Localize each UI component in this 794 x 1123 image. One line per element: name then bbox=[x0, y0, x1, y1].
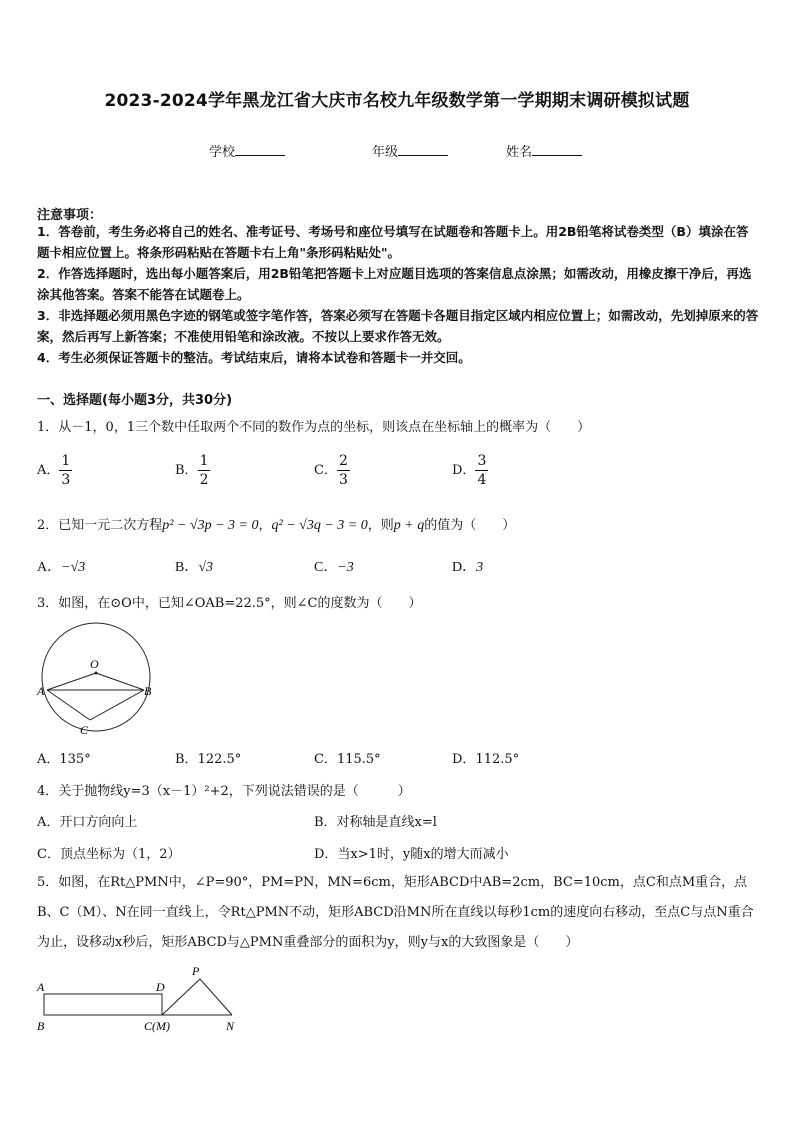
center-point bbox=[95, 672, 98, 675]
grade-label: 年级 bbox=[372, 145, 399, 160]
q2-option-d[interactable]: D．3 bbox=[452, 560, 484, 575]
fraction: $\frac{2}{3}$ bbox=[338, 453, 348, 488]
segment-ob bbox=[96, 673, 144, 690]
q2-option-c[interactable]: C．−3 bbox=[314, 560, 354, 575]
question-2-stem: 2．已知一元二次方程p² − √3p − 3 = 0，q² − √3q − 3 = 0，则p + q的值为（ ） bbox=[37, 518, 516, 533]
note-item-1: 1．答卷前，考生务必将自己的姓名、准考证号、考场号和座位号填写在试题卷和答题卡上。用2B铅笔将试卷类型（B）填涂在答题卡相应位置上。将条形码粘贴在答题卡右上角"条形码粘贴处"。 bbox=[37, 224, 749, 260]
name-blank[interactable] bbox=[532, 143, 582, 156]
q3-option-b[interactable]: B．122.5° bbox=[175, 752, 242, 767]
q4-option-c[interactable]: C．顶点坐标为（1，2） bbox=[37, 847, 181, 862]
label-o: O bbox=[90, 657, 99, 671]
expression: p + q bbox=[393, 518, 425, 533]
fraction: $\frac{1}{2}$ bbox=[199, 453, 209, 488]
label-b: B bbox=[37, 1019, 45, 1033]
q1-option-a[interactable]: A． $\frac{1}{3}$ bbox=[37, 453, 71, 488]
rectangle-abcd bbox=[44, 994, 162, 1015]
q2-option-b[interactable]: B．√3 bbox=[175, 560, 214, 575]
question-3-stem: 3．如图，在⊙O中，已知∠OAB=22.5°，则∠C的度数为（ ） bbox=[37, 596, 422, 611]
name-field bbox=[506, 141, 582, 160]
equation-2: q² − √3q − 3 = 0 bbox=[271, 518, 368, 533]
equation-1: p² − √3p − 3 = 0 bbox=[162, 518, 259, 533]
fraction: $\frac{3}{4}$ bbox=[477, 453, 487, 488]
q3-option-c[interactable]: C．115.5° bbox=[314, 752, 381, 767]
segment-oa bbox=[47, 673, 96, 690]
label-n: N bbox=[226, 1019, 235, 1033]
q4-option-a[interactable]: A．开口方向向上 bbox=[37, 815, 138, 830]
question-4-stem: 4．关于抛物线y=3（x－1）²+2，下列说法错误的是（ ） bbox=[37, 784, 411, 799]
label-d: D bbox=[156, 980, 165, 994]
circle-o bbox=[42, 623, 150, 731]
note-item-2: 2．作答选择题时，选出每小题答案后，用2B铅笔把答题卡上对应题目选项的答案信息点涂黑；如需改动，用橡皮擦干净后，再选涂其他答案。答案不能答在试题卷上。 bbox=[37, 266, 752, 302]
segment-ac bbox=[47, 690, 90, 720]
triangle-pmn bbox=[162, 979, 232, 1015]
fraction: $\frac{1}{3}$ bbox=[61, 453, 71, 488]
label-a: A bbox=[37, 980, 45, 994]
q2-option-a[interactable]: A．−√3 bbox=[37, 560, 86, 575]
q4-option-b[interactable]: B．对称轴是直线x=l bbox=[314, 815, 437, 830]
note-item-3: 3．非选择题必须用黑色字迹的钢笔或签字笔作答，答案必须写在答题卡各题目指定区域内相应位置上；如需改动，先划掉原来的答案，然后再写上新答案；不准使用铅笔和涂改液。不按以上要求作答无效。 bbox=[37, 308, 759, 344]
q1-option-b[interactable]: B． $\frac{1}{2}$ bbox=[175, 453, 209, 488]
school-field bbox=[209, 141, 285, 160]
school-blank[interactable] bbox=[235, 143, 285, 156]
label-cm: C(M) bbox=[144, 1019, 170, 1033]
label-c: C bbox=[80, 723, 89, 737]
circle-figure bbox=[34, 622, 158, 740]
q3-option-d[interactable]: D．112.5° bbox=[452, 752, 520, 767]
label-b: B bbox=[144, 684, 152, 698]
section-heading: 一、选择题(每小题3分，共30分) bbox=[37, 393, 233, 408]
segment-bc bbox=[90, 690, 144, 720]
rectangle-triangle-figure bbox=[34, 960, 254, 1036]
name-label: 姓名 bbox=[506, 145, 533, 160]
q1-option-c[interactable]: C． $\frac{2}{3}$ bbox=[314, 453, 348, 488]
q4-option-d[interactable]: D．当x>1时，y随x的增大而减小 bbox=[314, 847, 509, 862]
q3-option-a[interactable]: A．135° bbox=[37, 752, 91, 767]
page-title: 2023-2024学年黑龙江省大庆市名校九年级数学第一学期期末调研模拟试题 bbox=[104, 91, 690, 111]
school-label: 学校 bbox=[209, 145, 236, 160]
question-5-text: 5．如图，在Rt△PMN中，∠P=90°，PM=PN，MN=6cm，矩形ABCD中AB=2cm，BC=10cm，点C和点M重合，点B、C（M）、N在同一直线上，令Rt△PMN不动，矩形ABCD沿MN所在直线以每秒1cm的速度向右移动，至点C与点N重合为止，设移动x秒后，矩形ABCD与△PMN重叠部分的面积为y，则y与x的大致图象是（ ） bbox=[37, 875, 754, 950]
notes-heading: 注意事项： bbox=[37, 208, 103, 223]
label-p: P bbox=[192, 964, 200, 978]
question-1-stem: 1．从－1，0，1三个数中任取两个不同的数作为点的坐标，则该点在坐标轴上的概率为（ ） bbox=[37, 420, 591, 435]
q1-option-d[interactable]: D． $\frac{3}{4}$ bbox=[452, 453, 487, 488]
grade-field bbox=[372, 141, 448, 160]
note-item-4: 4．考生必须保证答题卡的整洁。考试结束后，请将本试卷和答题卡一并交回。 bbox=[37, 350, 471, 365]
label-a: A bbox=[37, 684, 45, 698]
grade-blank[interactable] bbox=[398, 143, 448, 156]
